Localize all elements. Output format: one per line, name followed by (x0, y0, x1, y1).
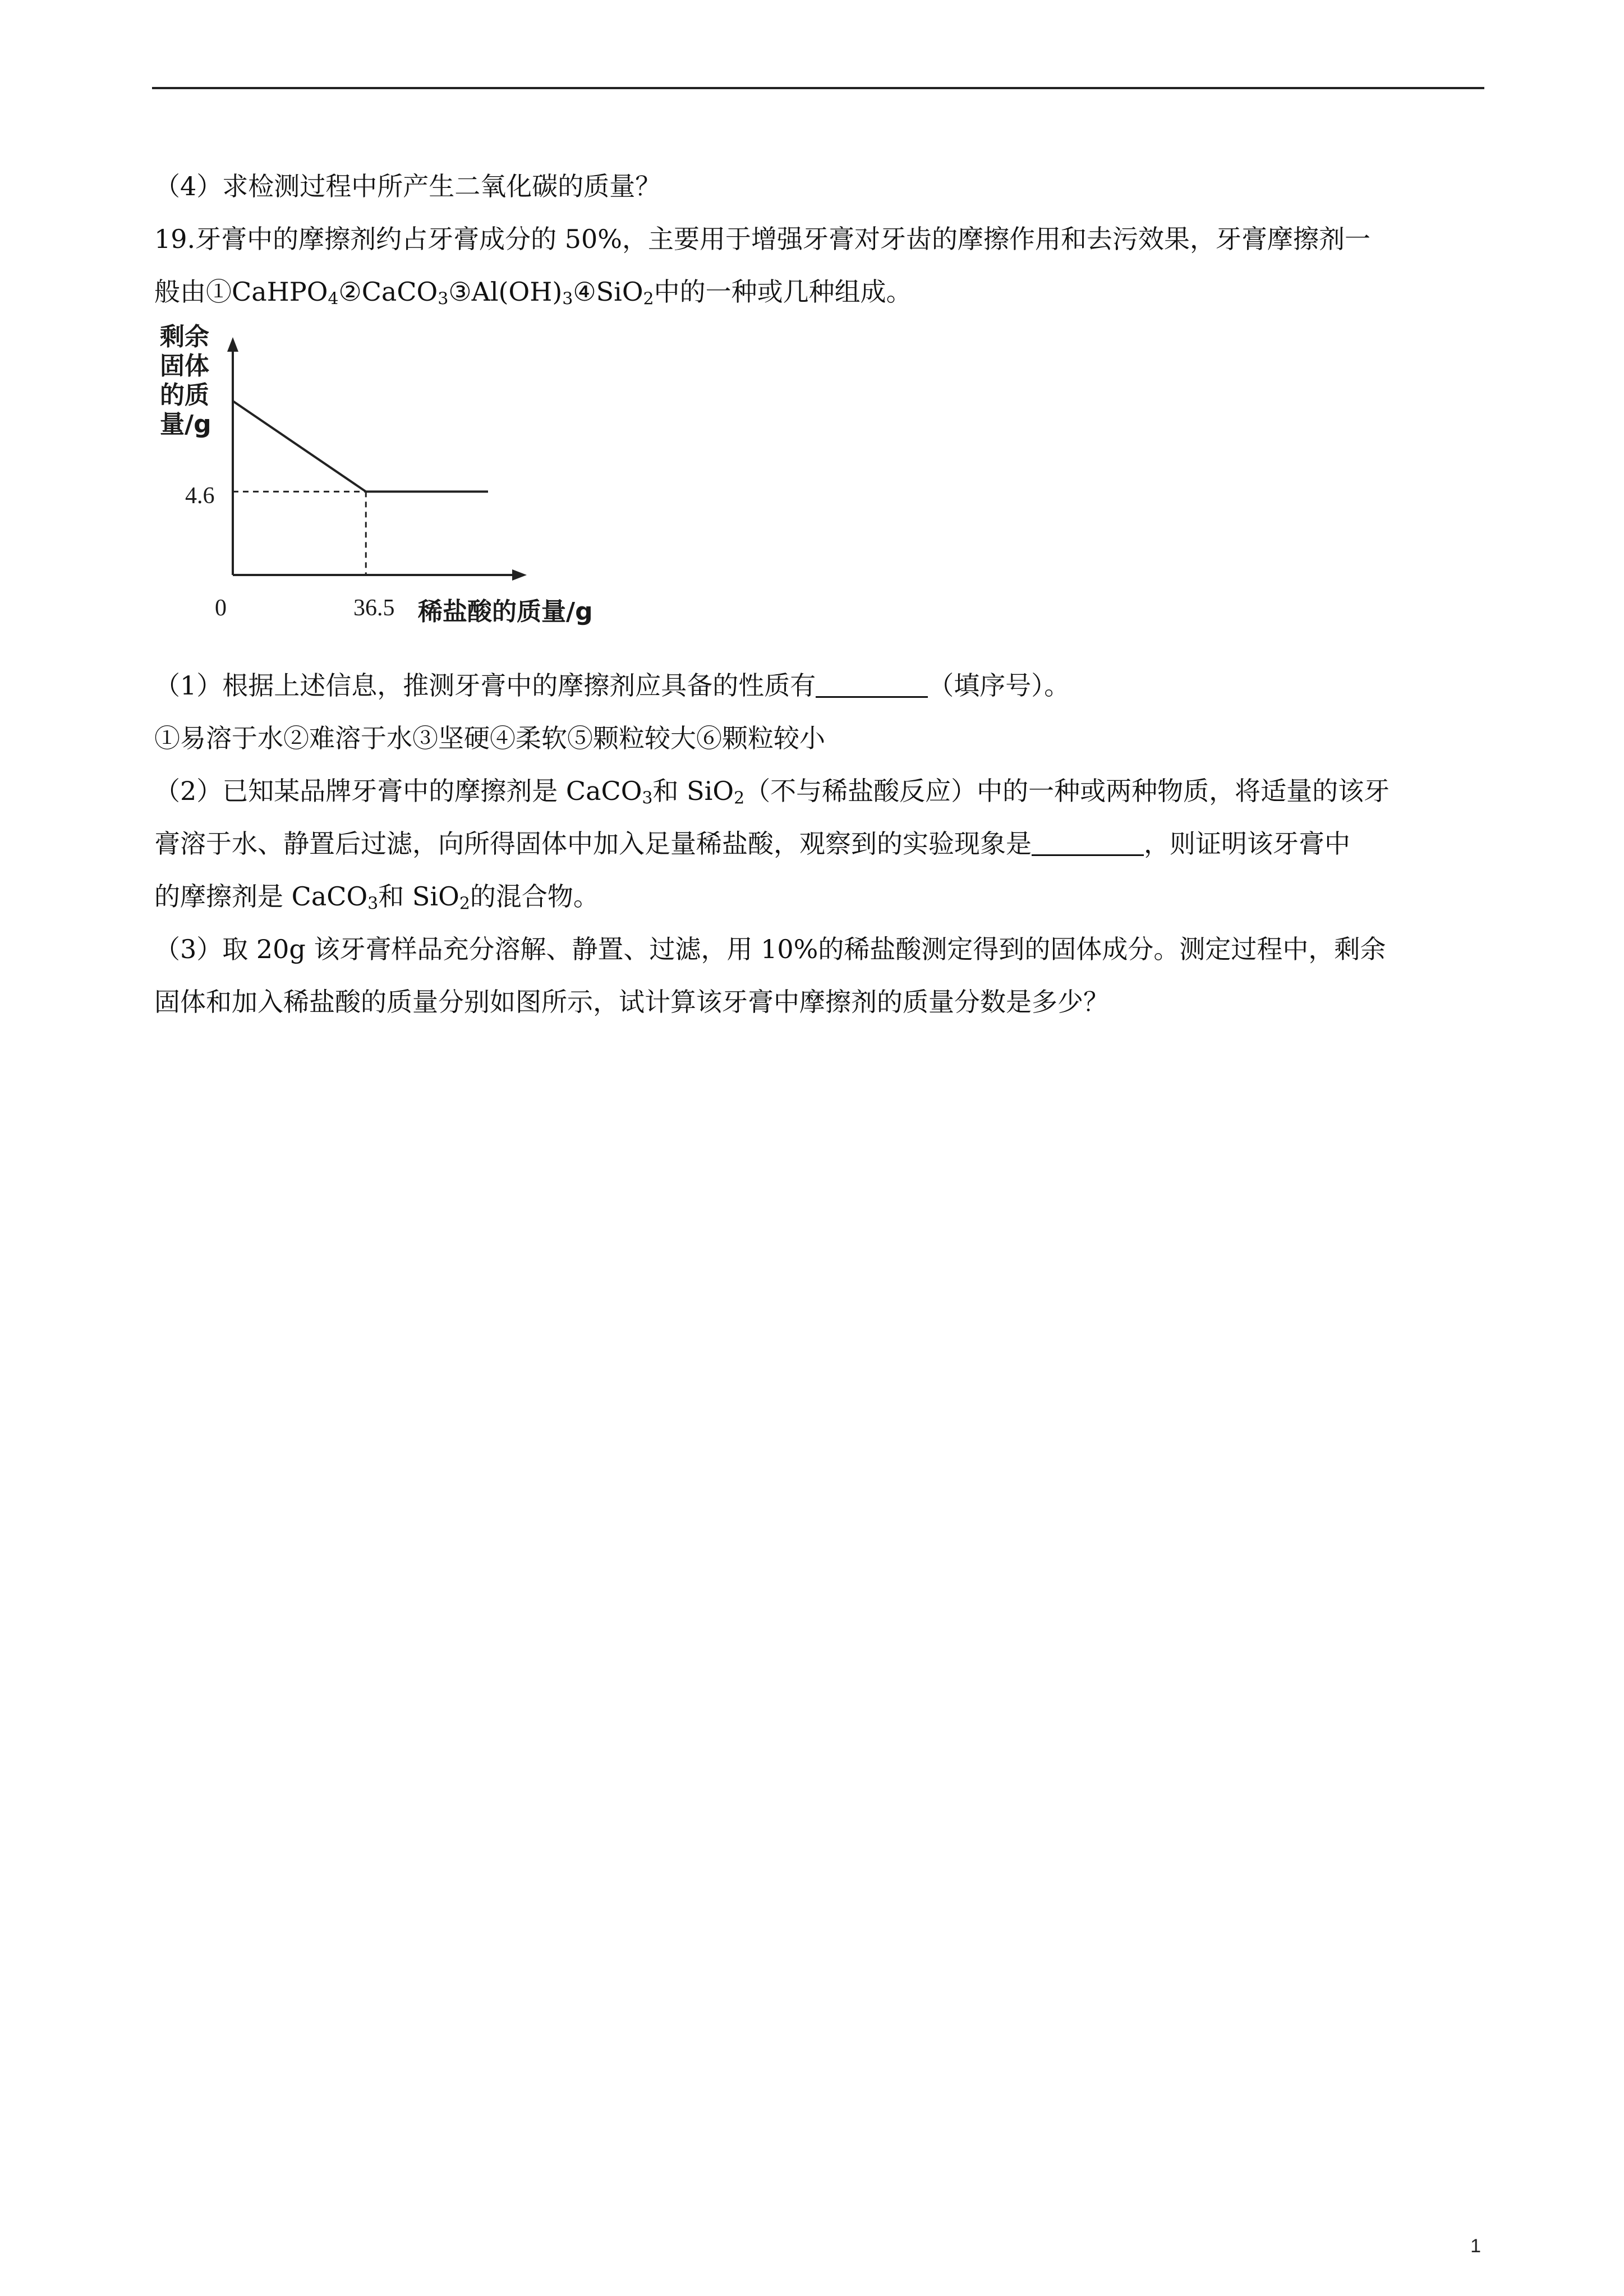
chart-series-line (233, 401, 488, 492)
question-19-part-2-line2: 膏溶于水、静置后过滤，向所得固体中加入足量稀盐酸，观察到的实验现象是 ，则证明该牙膏中 (154, 829, 1350, 859)
chart-y-tick-label: 4.6 (185, 483, 215, 509)
page-number: 1 (1470, 2235, 1481, 2257)
chart-x-tick-label: 36.5 (353, 595, 395, 621)
document-body (154, 160, 1484, 1028)
question-18-part-4: （4）求检测过程中所产生二氧化碳的质量？ (154, 171, 661, 201)
mass-chart (154, 323, 715, 659)
question-19-options: ①易溶于水②难溶于水③坚硬④柔软⑤颗粒较大⑥颗粒较小 (154, 723, 825, 753)
answer-blank-1[interactable] (816, 670, 928, 698)
question-19-part-3-line2: 固体和加入稀盐酸的质量分别如图所示，试计算该牙膏中摩擦剂的质量分数是多少？ (154, 987, 1109, 1017)
question-19-intro-line2: 般由$①CaHPO_4②CaCO_3③Al(OH)_3④SiO_2$中的一种或几种组成。 (154, 277, 912, 309)
header-rule (152, 87, 1484, 89)
chart-ylabel: 剩余 固体 的质 量/g (160, 323, 211, 439)
answer-blank-2[interactable] (1032, 829, 1144, 856)
chart-xlabel: 稀盐酸的质量/g (418, 597, 593, 626)
chart-y-axis-arrow (227, 337, 238, 352)
question-19-part-1: （1）根据上述信息，推测牙膏中的摩擦剂应具备的性质有 （填序号）。 (154, 670, 1070, 701)
question-19-part-2-line3: 的摩擦剂是 CaCO$_3$和 SiO$_2$的混合物。 (154, 881, 599, 914)
chart-x-axis-arrow (512, 569, 527, 581)
question-19-intro-line1: 19.牙膏中的摩擦剂约占牙膏成分的 50%，主要用于增强牙膏对牙齿的摩擦作用和去污效果，牙膏摩擦剂一 (154, 224, 1371, 254)
chart-origin-label: 0 (215, 595, 227, 621)
question-19-part-2-line1: （2）已知某品牌牙膏中的摩擦剂是 CaCO$_3$和 SiO$_2$（不与稀盐酸反应）中的一种或两种物质，将适量的该牙 (154, 776, 1390, 808)
mass-chart-svg (154, 323, 715, 637)
question-19-part-3-line1: （3）取 20g 该牙膏样品充分溶解、静置、过滤，用 10%的稀盐酸测定得到的固体成分。测定过程中，剩余 (154, 934, 1386, 964)
